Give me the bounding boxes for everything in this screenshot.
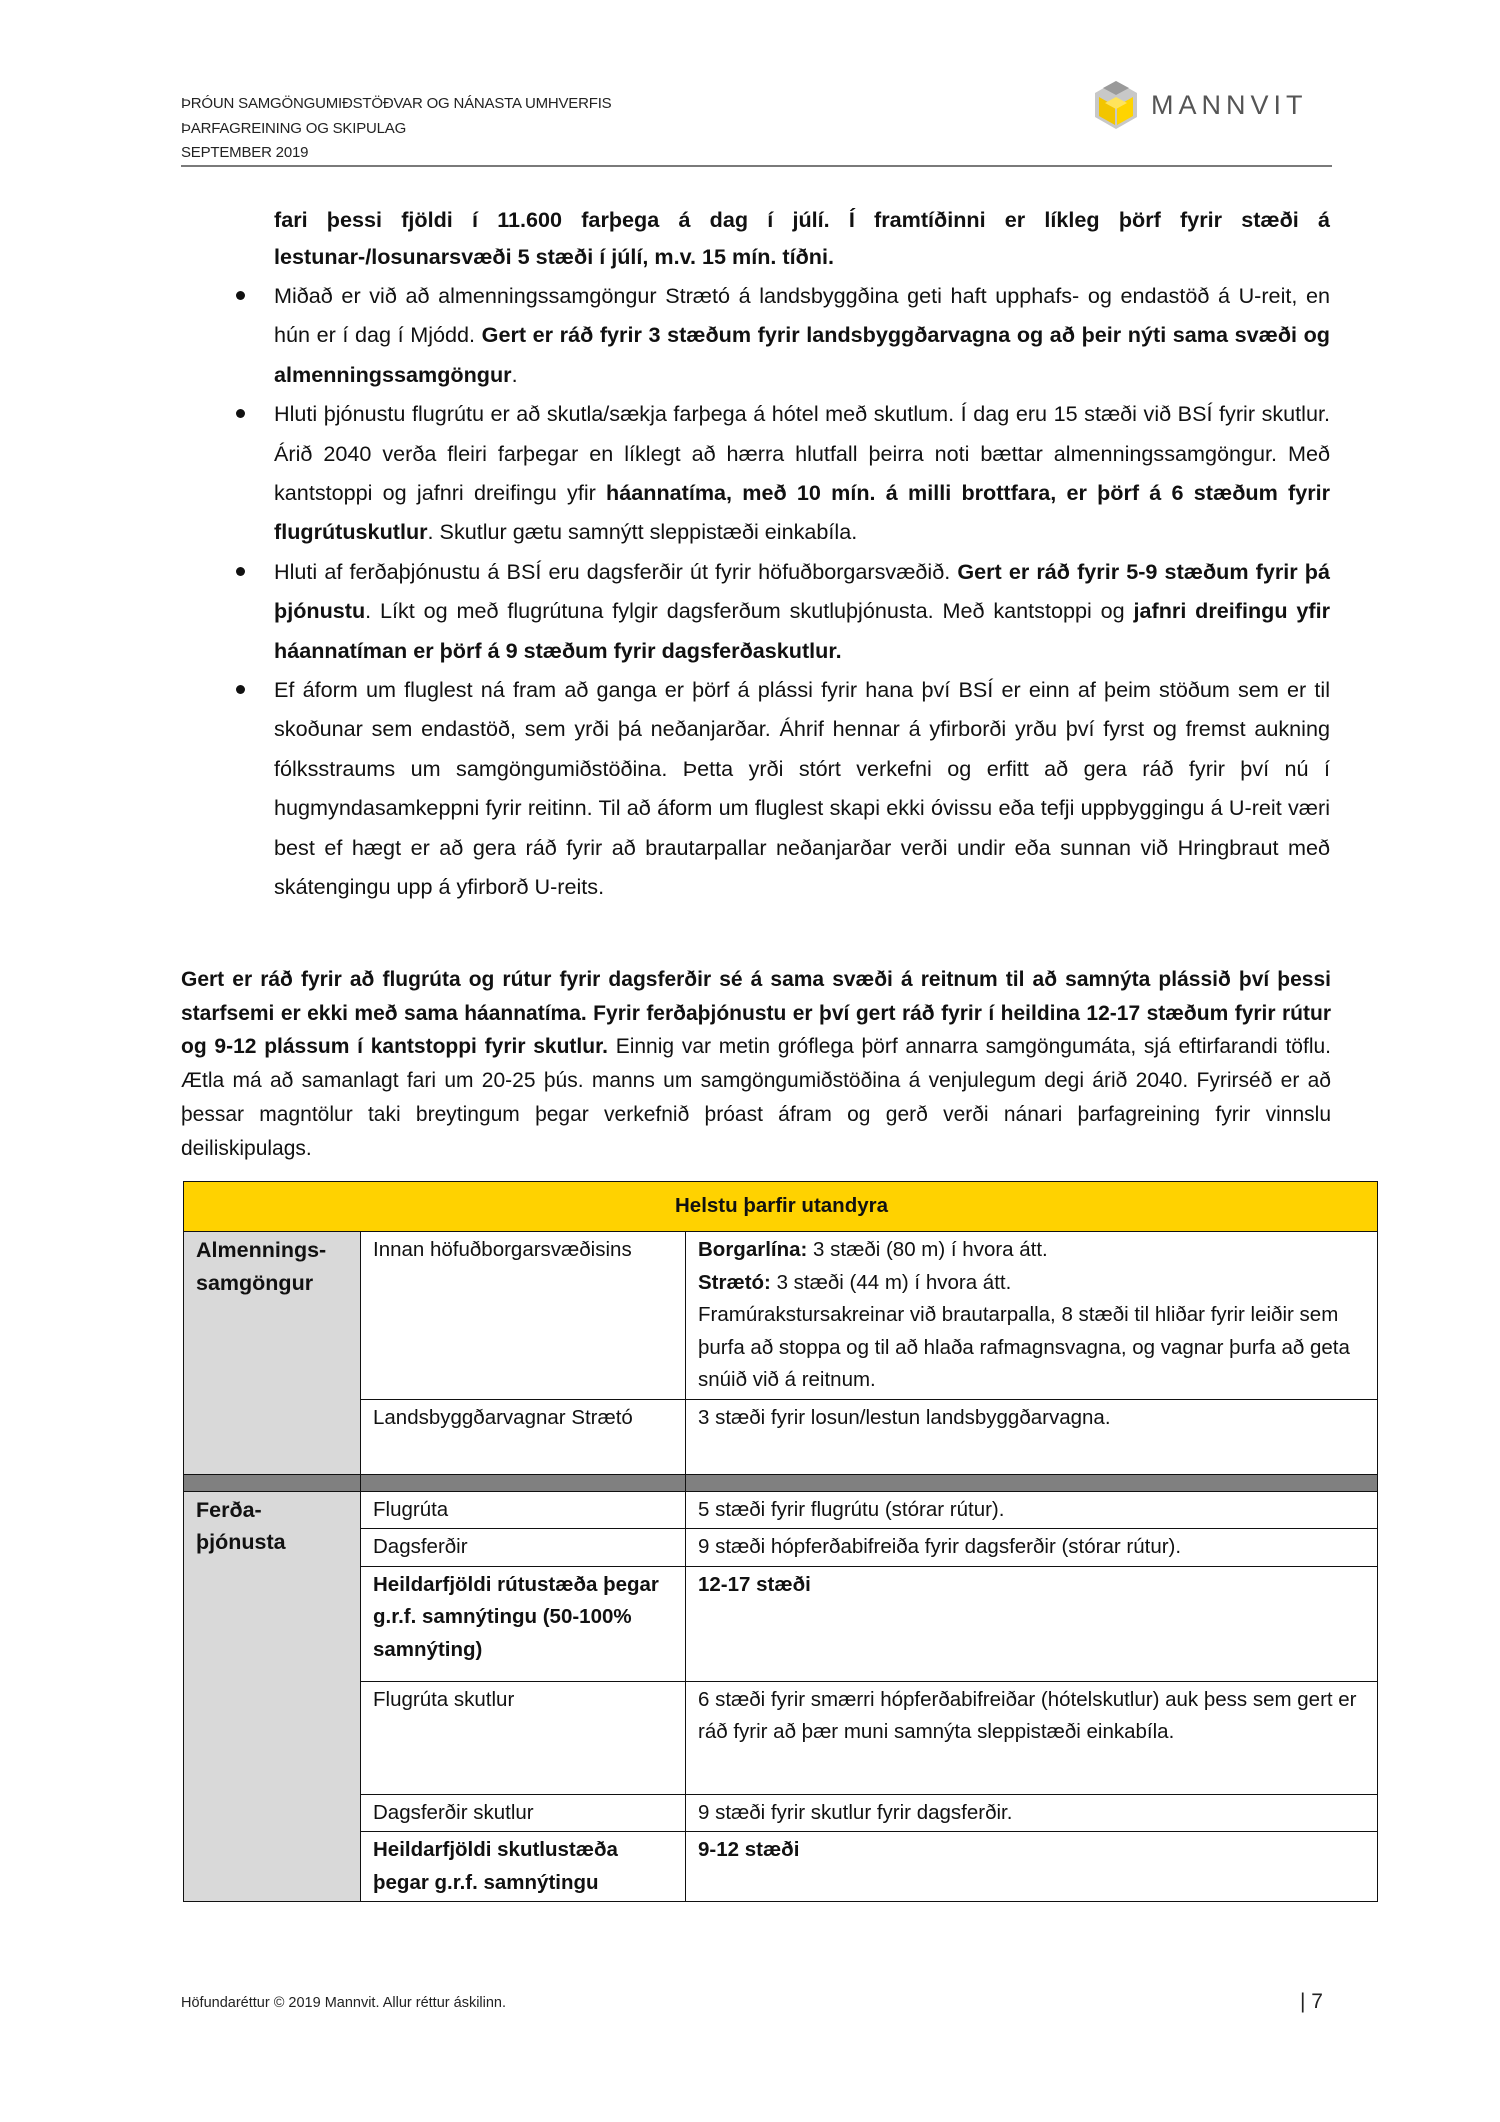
document-header <box>181 92 611 166</box>
row-value: 9-12 stæði <box>686 1832 1378 1902</box>
row-label: Dagsferðir <box>361 1529 686 1567</box>
bold-text: Strætó: <box>698 1270 771 1294</box>
table-row <box>184 1399 1378 1474</box>
list-item <box>236 670 1330 906</box>
row-value: 9 stæði fyrir skutlur fyrir dagsferðir. <box>686 1794 1378 1832</box>
bullet-icon <box>236 567 245 576</box>
row-value: 6 stæði fyrir smærri hópferðabifreiðar (hótelskutlur) auk þess sem gert er ráð fyrir að þær muni samnýta sleppistæði einkabíla. <box>686 1681 1378 1794</box>
text: 3 stæði (80 m) í hvora átt. <box>807 1238 1048 1261</box>
bold-text: Gert er ráð fyrir 3 stæðum fyrir landsbyggðarvagna og að þeir nýti sama svæði og almenningssamgöngur <box>274 322 1330 387</box>
bold-text: háannatíma, með 10 mín. á milli brottfara, er þörf á 6 stæðum fyrir flugrútuskutlur <box>274 480 1331 545</box>
list-item <box>236 552 1330 670</box>
text: Framúrakstursakreinar við brautarpalla, 8 stæði til hliðar fyrir leiðir sem þurfa að stoppa og til að hlaða rafmagnsvagna, og vagnar þurfa að geta snúið við á reitnum. <box>698 1303 1350 1391</box>
bullet-continuation: fari þessi fjöldi í 11.600 farþega á dag í júlí. Í framtíðinni er líkleg þörf fyrir stæði á lestunar-/losunarsvæði 5 stæði í júlí, m.v. 15 mín. tíðni. <box>274 207 1330 269</box>
row-label: Innan höfuðborgarsvæðisins <box>361 1232 686 1400</box>
row-value: 5 stæði fyrir flugrútu (stórar rútur). <box>686 1491 1378 1529</box>
header-date: SEPTEMBER 2019 <box>181 144 309 161</box>
logo-cube-icon <box>1093 79 1139 131</box>
header-subtitle: ÞARFAGREINING OG SKIPULAG <box>181 119 407 137</box>
row-label: Heildarfjöldi skutlustæða þegar g.r.f. samnýtingu <box>361 1832 686 1902</box>
group-label: Ferða-þjónusta <box>184 1491 361 1902</box>
bullet-list <box>236 276 1330 907</box>
footer-copyright: Höfundaréttur © 2019 Mannvit. Allur réttur áskilinn. <box>181 1995 507 2011</box>
text: . Skutlur gætu samnýtt sleppistæði einkabíla. <box>427 519 858 545</box>
group-label: Almennings-samgöngur <box>184 1232 361 1475</box>
bullet-icon <box>236 291 245 300</box>
row-label: Dagsferðir skutlur <box>361 1794 686 1832</box>
table-title: Helstu þarfir utandyra <box>184 1182 1378 1232</box>
table-row <box>184 1681 1378 1794</box>
text: Ef áform um fluglest ná fram að ganga er þörf á plássi fyrir hana því BSÍ er einn af þeim stöðum sem er til skoðunar sem endastöð, sem yrði þá neðanjarðar. Áhrif hennar á yfirborði yrðu því fyrst og fremst aukning fólksstraums um samgöngumiðstöðina. Þetta yrði stórt verkefni og erfitt að gera ráð fyrir því nú í hugmyndasamkeppni fyrir reitinn. Til að áform um fluglest skapi ekki óvissu eða tefji uppbyggingu á U-reit væri best ef hægt er að gera ráð fyrir að brautarpallar neðanjarðar verði undir eða sunnan við Hringbraut með skátengingu upp á yfirborð U-reits. <box>274 677 1330 900</box>
table-row <box>184 1529 1378 1567</box>
row-label: Heildarfjöldi rútustæða þegar g.r.f. samnýtingu (50-100% samnýting) <box>361 1566 686 1681</box>
bullet-icon <box>236 409 245 418</box>
bold-text: Gert er ráð fyrir 5-9 stæðum fyrir þá þjónustu <box>274 558 1330 624</box>
bullet-icon <box>236 685 245 694</box>
bold-text: Gert er ráð fyrir að flugrúta og rútur fyrir dagsferðir sé á sama svæði á reitnum til að samnýta plássið því þessi starfsemi er ekki með sama háannatíma. Fyrir ferðaþjónustu er því gert ráð fyrir í heildina 12-17 stæðum fyrir rútur og 9-12 plássum í kantstoppi fyrir skutlur. <box>181 968 1331 1059</box>
list-item <box>236 276 1330 394</box>
text: . <box>511 361 518 387</box>
table-row <box>184 1232 1378 1400</box>
text: Hluti þjónustu flugrútu er að skutla/sækja farþega á hótel með skutlum. Í dag eru 15 stæði við BSÍ fyrir skutlur. Árið 2040 verða fleiri farþegar en líklegt að hærra hlutfall þeirra noti bættar almenningssamgöngur. Með kantstoppi og jafnri dreifingu yfir <box>274 401 1330 506</box>
logo-text: MANNVIT <box>1151 89 1308 120</box>
row-value: 3 stæði fyrir losun/lestun landsbyggðarvagna. <box>686 1399 1378 1474</box>
table-row <box>184 1832 1378 1902</box>
row-label: Flugrúta <box>361 1491 686 1529</box>
header-divider <box>181 165 1332 167</box>
row-label: Landsbyggðarvagnar Strætó <box>361 1399 686 1474</box>
bold-text: jafnri dreifingu yfir háannatíman er þörf á 9 stæðum fyrir dagsferðaskutlur. <box>274 598 1330 663</box>
needs-table <box>183 1181 1378 1902</box>
list-item <box>236 394 1330 552</box>
row-value: 9 stæði hópferðabifreiða fyrir dagsferðir (stórar rútur). <box>686 1529 1378 1567</box>
table-row <box>184 1566 1378 1681</box>
text: 3 stæði (44 m) í hvora átt. <box>770 1270 1012 1294</box>
header-title: ÞRÓUN SAMGÖNGUMIÐSTÖÐVAR OG NÁNASTA UMHVERFIS <box>181 95 612 112</box>
mannvit-logo <box>1093 78 1325 132</box>
table-row <box>184 1794 1378 1832</box>
text: . Líkt og með flugrútuna fylgir dagsferðum skutluþjónusta. Með kantstoppi og <box>365 598 1134 624</box>
table-row <box>184 1491 1378 1529</box>
row-value: 12-17 stæði <box>686 1566 1378 1681</box>
row-value <box>686 1232 1378 1400</box>
page-number: | 7 <box>1300 1990 1323 2013</box>
separator-row <box>184 1474 1378 1491</box>
text: Miðað er við að almenningssamgöngur Strætó á landsbyggðina geti haft upphafs- og endastöð á U-reit, en hún er í dag í Mjódd. <box>274 283 1330 348</box>
text: Hluti af ferðaþjónustu á BSÍ eru dagsferðir út fyrir höfuðborgarsvæðið. <box>274 558 958 584</box>
text: Einnig var metin gróflega þörf annarra samgöngumáta, sjá eftirfarandi töflu. Ætla má að samanlagt fari um 20-25 þús. manns um samgöngumiðstöðina á venjulegum degi árið 2040. Fyrirséð er að þessar magntölur taki breytingum þegar verkefnið þróast áfram og gerð verði nánari þarfagreining fyrir vinnslu deiliskipulags. <box>181 1035 1332 1160</box>
bold-text: Borgarlína: <box>698 1238 808 1261</box>
row-label: Flugrúta skutlur <box>361 1681 686 1794</box>
summary-paragraph <box>181 963 1331 1165</box>
